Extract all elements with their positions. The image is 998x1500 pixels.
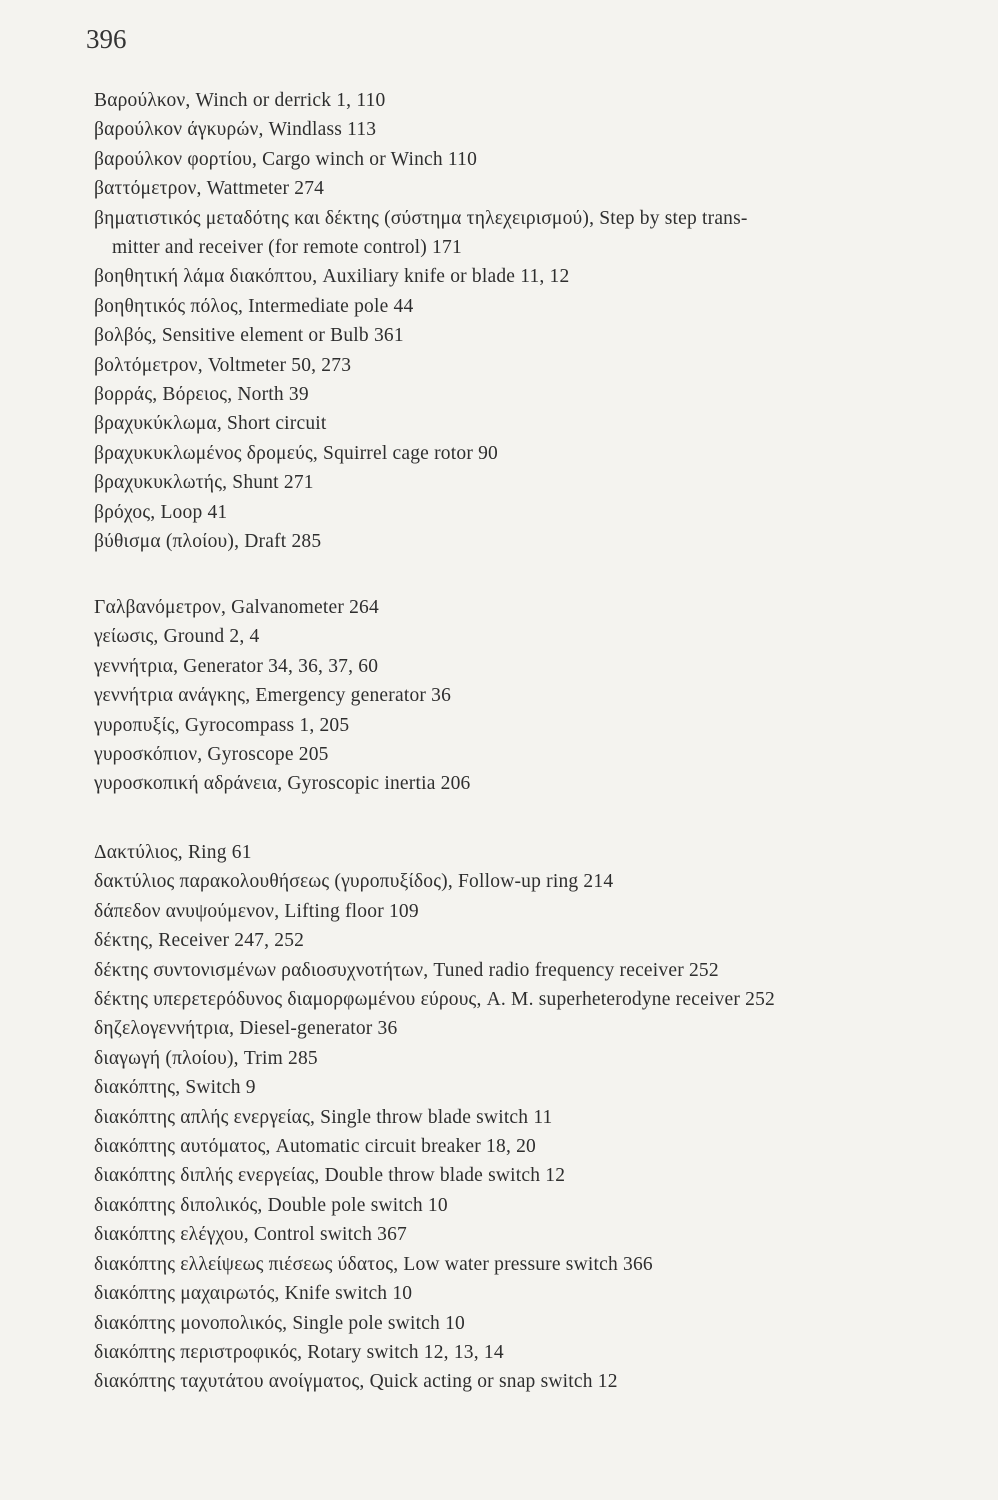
index-entry: διακόπτης απλής ενεργείας, Single throw blade switch 11 bbox=[94, 1106, 553, 1128]
index-entry: διακόπτης διπλής ενεργείας, Double throw blade switch 12 bbox=[94, 1165, 566, 1187]
index-section-gamma bbox=[94, 593, 954, 799]
index-entry: Βαρούλκον, Winch or derrick 1, 110 bbox=[94, 90, 386, 111]
index-section-delta bbox=[94, 838, 954, 1397]
index-entry: βολτόμετρον, Voltmeter 50, 273 bbox=[94, 354, 352, 376]
index-entry: διακόπτης ταχυτάτου ανοίγματος, Quick acting or snap switch 12 bbox=[94, 1371, 618, 1393]
index-entry: δέκτης συντονισμένων ραδιοσυχνοτήτων, Tuned radio frequency receiver 252 bbox=[94, 959, 719, 981]
index-entry: Γαλβανόμετρον, Galvanometer 264 bbox=[94, 597, 379, 618]
index-entry: δηζελογεννήτρια, Diesel-generator 36 bbox=[94, 1018, 398, 1040]
index-entry: δακτύλιος παρακολουθήσεως (γυροπυξίδος), Follow-up ring 214 bbox=[94, 871, 614, 893]
index-entry: βύθισμα (πλοίου), Draft 285 bbox=[94, 531, 322, 553]
index-entry: βοηθητικός πόλος, Intermediate pole 44 bbox=[94, 295, 414, 317]
index-entry: διακόπτης μονοπολικός, Single pole switch 10 bbox=[94, 1312, 465, 1334]
index-entry: γυροσκοπική αδράνεια, Gyroscopic inertia 206 bbox=[94, 773, 471, 795]
index-entry: δάπεδον ανυψούμενον, Lifting floor 109 bbox=[94, 900, 419, 922]
index-entry: δέκτης υπερετερόδυνος διαμορφωμένου εύρους, A. M. superheterodyne receiver 252 bbox=[94, 989, 775, 1011]
index-entry: γείωσις, Ground 2, 4 bbox=[94, 626, 260, 648]
index-entry: βοηθητική λάμα διακόπτου, Auxiliary knife or blade 11, 12 bbox=[94, 266, 570, 288]
index-section-beta bbox=[94, 86, 954, 557]
index-entry: διακόπτης μαχαιρωτός, Knife switch 10 bbox=[94, 1283, 413, 1305]
index-entry: διακόπτης αυτόματος, Automatic circuit breaker 18, 20 bbox=[94, 1136, 537, 1158]
index-entry: βραχυκυκλωμένος δρομεύς, Squirrel cage rotor 90 bbox=[94, 442, 498, 464]
index-entry: βαρούλκον φορτίου, Cargo winch or Winch 110 bbox=[94, 148, 478, 170]
index-entry: γεννήτρια ανάγκης, Emergency generator 36 bbox=[94, 685, 452, 707]
index-entry: διαγωγή (πλοίου), Trim 285 bbox=[94, 1047, 318, 1069]
index-entry: Δακτύλιος, Ring 61 bbox=[94, 842, 252, 863]
index-entry: βραχυκύκλωμα, Short circuit bbox=[94, 413, 327, 435]
index-entry: βαρούλκον άγκυρών, Windlass 113 bbox=[94, 119, 377, 141]
index-entry: διακόπτης διπολικός, Double pole switch 10 bbox=[94, 1194, 448, 1216]
index-entry: διακόπτης ελέγχου, Control switch 367 bbox=[94, 1224, 408, 1246]
page-number: 396 bbox=[86, 24, 127, 54]
index-entry: γεννήτρια, Generator 34, 36, 37, 60 bbox=[94, 655, 379, 677]
index-entry: διακόπτης περιστροφικός, Rotary switch 12, 13, 14 bbox=[94, 1341, 504, 1363]
index-entry: βηματιστικός μεταδότης και δέκτης (σύστημα τηλεχειρισμού), Step by step trans- bbox=[94, 207, 748, 229]
index-entry: διακόπτης, Switch 9 bbox=[94, 1077, 256, 1099]
index-entry: βολβός, Sensitive element or Bulb 361 bbox=[94, 325, 404, 347]
index-entry: γυροπυξίς, Gyrocompass 1, 205 bbox=[94, 714, 350, 736]
index-entry-continuation: mitter and receiver (for remote control) 171 bbox=[112, 237, 462, 259]
index-entry: βαττόμετρον, Wattmeter 274 bbox=[94, 178, 325, 200]
index-entry: γυροσκόπιον, Gyroscope 205 bbox=[94, 744, 329, 766]
index-entry: βρόχος, Loop 41 bbox=[94, 501, 228, 523]
index-entry: βραχυκυκλωτής, Shunt 271 bbox=[94, 472, 314, 494]
index-entry: διακόπτης ελλείψεως πιέσεως ύδατος, Low water pressure switch 366 bbox=[94, 1253, 653, 1275]
index-entry: βορράς, Βόρειος, North 39 bbox=[94, 384, 309, 406]
index-entry: δέκτης, Receiver 247, 252 bbox=[94, 930, 305, 952]
